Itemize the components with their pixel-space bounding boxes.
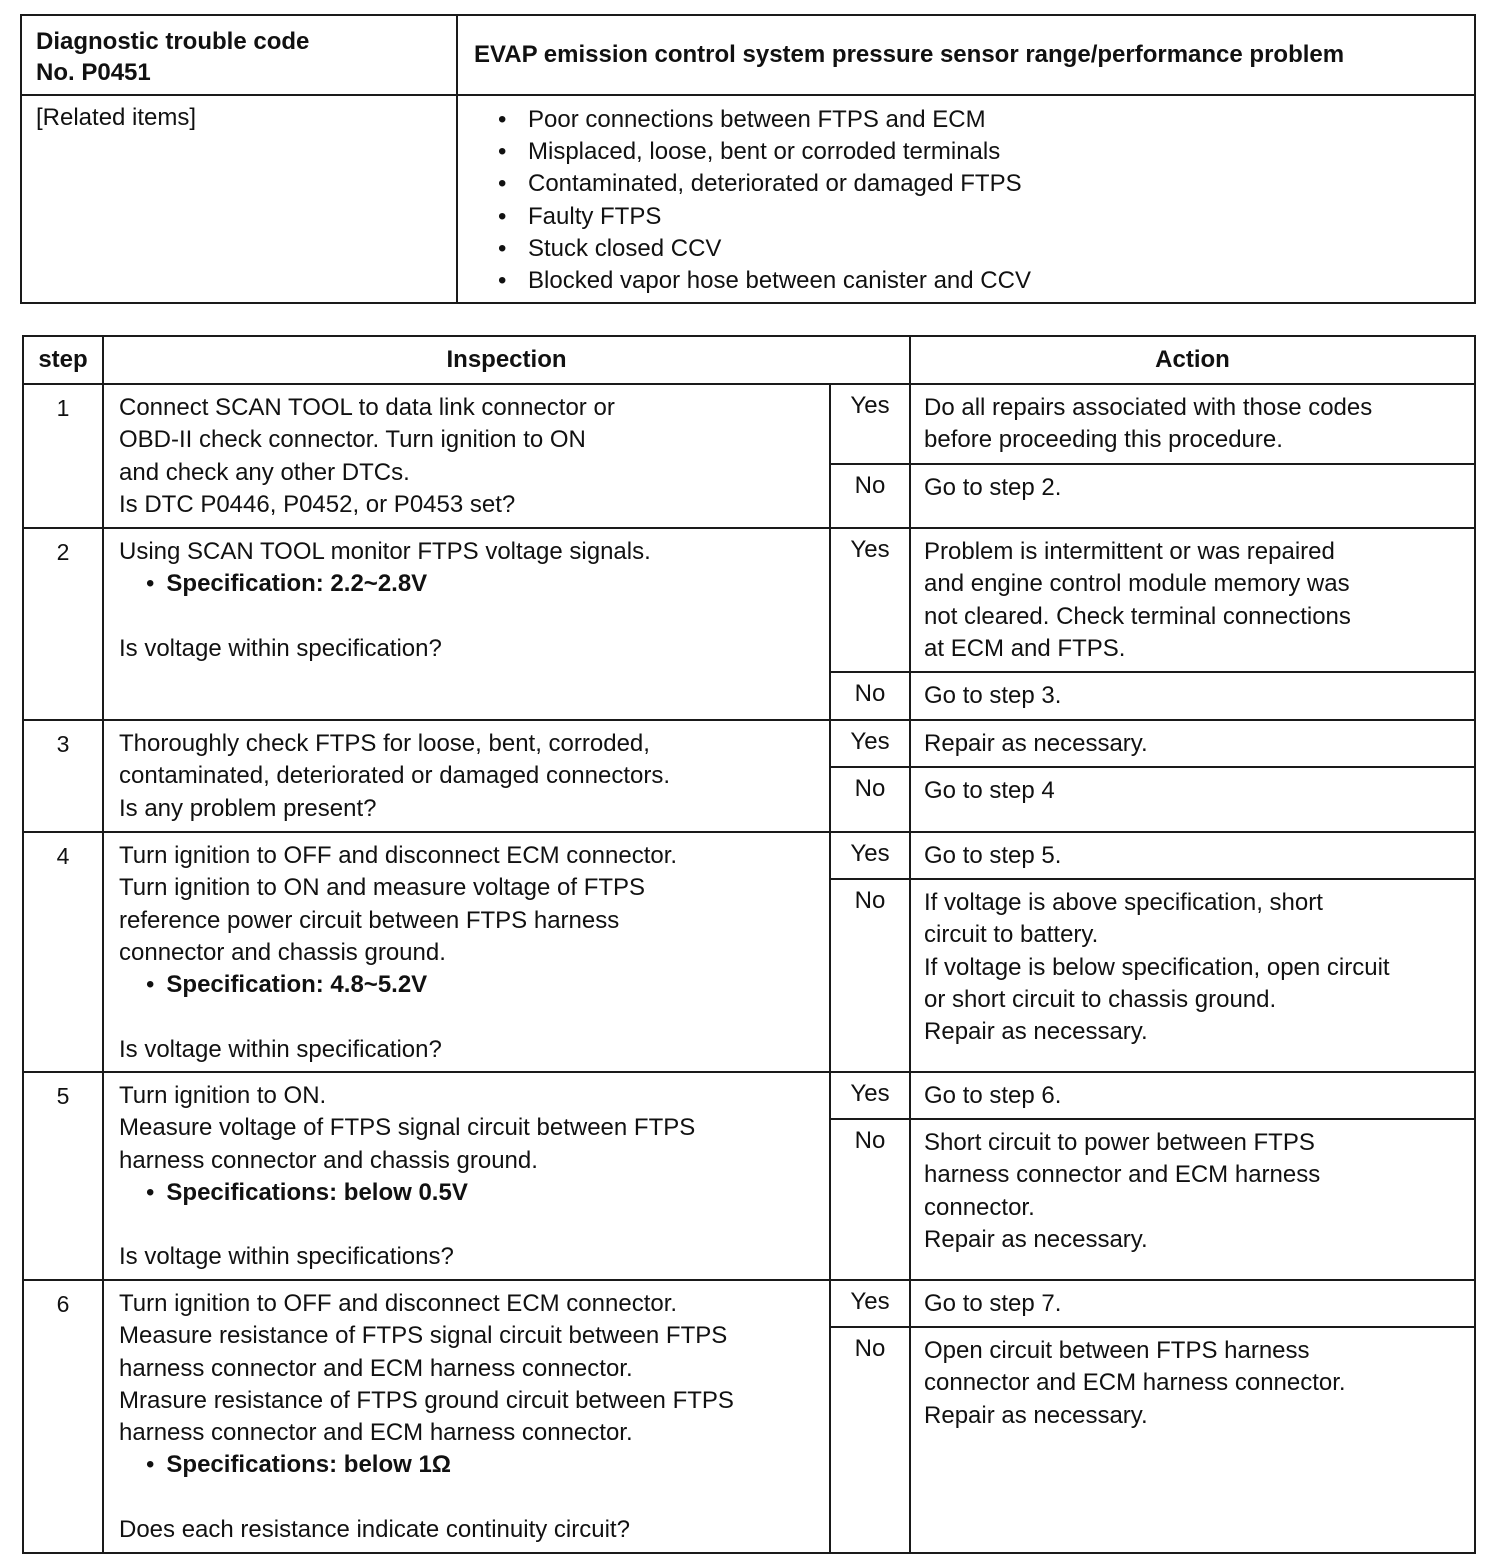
related-item: • Contaminated, deteriorated or damaged FTPS bbox=[498, 168, 1474, 200]
dtc-code-cell bbox=[21, 15, 457, 95]
inspection-question: Is voltage within specification? bbox=[119, 1035, 442, 1063]
yes-action: Problem is intermittent or was repaired and engine control module memory was not cleared. Check terminal connections at ECM and FTPS. bbox=[910, 528, 1475, 672]
specification: • Specification: 4.8~5.2V bbox=[119, 969, 819, 1001]
step-number: 2 bbox=[23, 528, 103, 720]
inspection-question: Is voltage within specifications? bbox=[119, 1243, 454, 1271]
table-row bbox=[23, 720, 1475, 767]
diagnostic-steps-table bbox=[22, 335, 1476, 1554]
related-item: • Stuck closed CCV bbox=[498, 233, 1474, 265]
inspection-line: Measure voltage of FTPS signal circuit between FTPS bbox=[119, 1114, 696, 1142]
related-items-cell bbox=[457, 95, 1475, 303]
inspection-line: and check any other DTCs. bbox=[119, 458, 410, 486]
inspection-line: contaminated, deteriorated or damaged connectors. bbox=[119, 762, 671, 790]
inspection-line: harness connector and ECM harness connector. bbox=[119, 1419, 633, 1447]
yes-action: Go to step 5. bbox=[910, 832, 1475, 879]
inspection-question: Does each resistance indicate continuity circuit? bbox=[119, 1516, 630, 1544]
no-action: Go to step 2. bbox=[910, 464, 1475, 528]
no-label: No bbox=[830, 464, 910, 528]
dtc-code: P0451 bbox=[81, 59, 151, 86]
step-inspection bbox=[103, 832, 830, 1072]
table-header-row bbox=[23, 336, 1475, 384]
dtc-code-label: Diagnostic trouble code bbox=[36, 28, 310, 55]
inspection-line: Connect SCAN TOOL to data link connector or bbox=[119, 394, 615, 421]
no-action: Go to step 3. bbox=[910, 672, 1475, 720]
inspection-line: harness connector and chassis ground. bbox=[119, 1146, 538, 1174]
no-action: Open circuit between FTPS harness connector and ECM harness connector. Repair as necessary. bbox=[910, 1327, 1475, 1553]
table-row bbox=[23, 384, 1475, 464]
col-header-step: step bbox=[23, 336, 103, 384]
yes-action: Go to step 7. bbox=[910, 1280, 1475, 1327]
yes-action: Do all repairs associated with those codes before proceeding this procedure. bbox=[910, 384, 1475, 464]
step-inspection bbox=[103, 384, 830, 528]
yes-label: Yes bbox=[830, 384, 910, 464]
step-inspection bbox=[103, 720, 830, 832]
step-inspection bbox=[103, 1072, 830, 1280]
related-item: • Poor connections between FTPS and ECM bbox=[498, 104, 1474, 136]
related-item: • Faulty FTPS bbox=[498, 201, 1474, 233]
related-items-label: [Related items] bbox=[21, 95, 457, 303]
inspection-line: Thoroughly check FTPS for loose, bent, corroded, bbox=[119, 730, 650, 757]
inspection-line: harness connector and ECM harness connector. bbox=[119, 1354, 633, 1382]
dtc-title: EVAP emission control system pressure sensor range/performance problem bbox=[457, 15, 1475, 95]
related-item: • Misplaced, loose, bent or corroded terminals bbox=[498, 136, 1474, 168]
table-row bbox=[23, 1280, 1475, 1327]
no-label: No bbox=[830, 1119, 910, 1280]
inspection-line: OBD-II check connector. Turn ignition to ON bbox=[119, 426, 586, 454]
specification: • Specification: 2.2~2.8V bbox=[119, 568, 819, 600]
inspection-line: Using SCAN TOOL monitor FTPS voltage signals. bbox=[119, 538, 651, 565]
inspection-question: Is voltage within specification? bbox=[119, 634, 442, 662]
dtc-header-table bbox=[20, 14, 1476, 304]
inspection-line: Turn ignition to ON. bbox=[119, 1082, 327, 1109]
step-number: 4 bbox=[23, 832, 103, 1072]
inspection-line: Measure resistance of FTPS signal circuit between FTPS bbox=[119, 1322, 728, 1350]
inspection-line: Turn ignition to OFF and disconnect ECM connector. bbox=[119, 1290, 678, 1317]
related-items-list bbox=[498, 104, 1474, 297]
yes-label: Yes bbox=[830, 1072, 910, 1119]
no-label: No bbox=[830, 767, 910, 832]
yes-label: Yes bbox=[830, 832, 910, 879]
col-header-action: Action bbox=[910, 336, 1475, 384]
yes-label: Yes bbox=[830, 528, 910, 672]
related-item: • Blocked vapor hose between canister and CCV bbox=[498, 265, 1474, 297]
inspection-line: Turn ignition to ON and measure voltage of FTPS bbox=[119, 874, 646, 902]
inspection-line: connector and chassis ground. bbox=[119, 938, 446, 966]
yes-label: Yes bbox=[830, 1280, 910, 1327]
no-action: If voltage is above specification, short circuit to battery. If voltage is below specification, open circuit or short circuit to chassis ground. Repair as necessary. bbox=[910, 879, 1475, 1072]
table-row bbox=[23, 1072, 1475, 1119]
step-inspection bbox=[103, 528, 830, 720]
step-number: 6 bbox=[23, 1280, 103, 1553]
no-action: Go to step 4 bbox=[910, 767, 1475, 832]
no-label: No bbox=[830, 672, 910, 720]
col-header-inspection: Inspection bbox=[103, 336, 910, 384]
specification: • Specifications: below 1Ω bbox=[119, 1449, 819, 1481]
yes-action: Repair as necessary. bbox=[910, 720, 1475, 767]
yes-action: Go to step 6. bbox=[910, 1072, 1475, 1119]
yes-label: Yes bbox=[830, 720, 910, 767]
table-row bbox=[23, 832, 1475, 879]
inspection-line: Is DTC P0446, P0452, or P0453 set? bbox=[119, 490, 516, 518]
no-action: Short circuit to power between FTPS harness connector and ECM harness connector. Repair as necessary. bbox=[910, 1119, 1475, 1280]
inspection-line: Turn ignition to OFF and disconnect ECM connector. bbox=[119, 842, 678, 869]
table-row bbox=[23, 528, 1475, 672]
step-inspection bbox=[103, 1280, 830, 1553]
inspection-line: reference power circuit between FTPS harness bbox=[119, 906, 620, 934]
no-label: No bbox=[830, 879, 910, 1072]
inspection-line: Is any problem present? bbox=[119, 794, 377, 822]
step-number: 5 bbox=[23, 1072, 103, 1280]
specification: • Specifications: below 0.5V bbox=[119, 1177, 819, 1209]
step-number: 1 bbox=[23, 384, 103, 528]
dtc-code-prefix: No. bbox=[36, 59, 75, 86]
no-label: No bbox=[830, 1327, 910, 1553]
inspection-line: Mrasure resistance of FTPS ground circuit between FTPS bbox=[119, 1386, 734, 1414]
step-number: 3 bbox=[23, 720, 103, 832]
